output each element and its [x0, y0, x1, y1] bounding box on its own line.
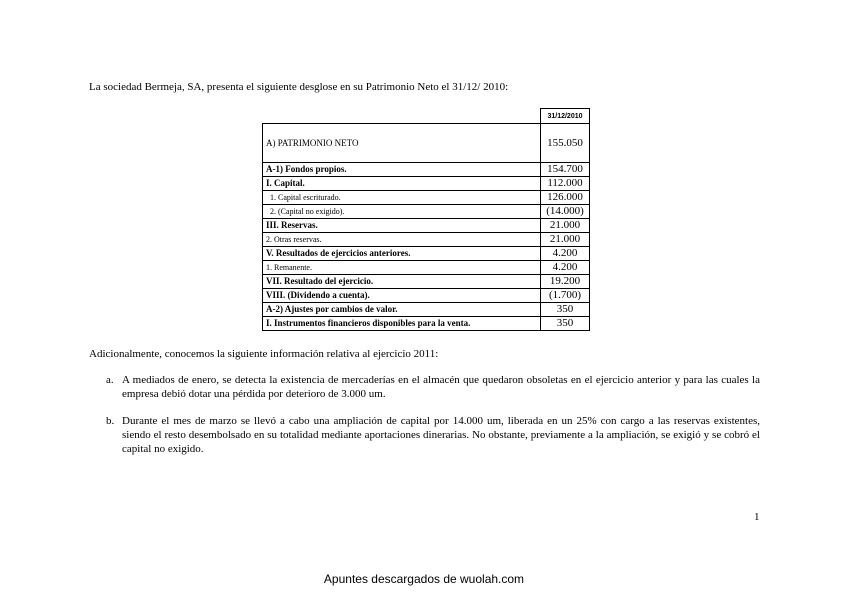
row-label: 1. Capital escriturado. — [263, 191, 541, 205]
row-value: 154.700 — [541, 163, 590, 177]
intro-paragraph: La sociedad Bermeja, SA, presenta el siguiente desglose en su Patrimonio Neto el 31/12/ 2010: — [89, 81, 509, 93]
table-row — [263, 177, 590, 191]
footer-text: Apuntes descargados de wuolah.com — [323, 572, 525, 586]
table-header-row — [263, 109, 590, 124]
list-marker: b. — [106, 415, 115, 427]
table-row — [263, 261, 590, 275]
row-label: A-1) Fondos propios. — [263, 163, 541, 177]
row-value: 19.200 — [541, 275, 590, 289]
row-label: VIII. (Dividendo a cuenta). — [263, 289, 541, 303]
row-label: I. Capital. — [263, 177, 541, 191]
row-label: A) PATRIMONIO NETO — [263, 124, 541, 163]
table-row — [263, 247, 590, 261]
list-item-text: Durante el mes de marzo se llevó a cabo una ampliación de capital por 14.000 um, liberada en un 25% con cargo a las reservas existentes, siendo el resto desembolsado en su totalidad mediante aportaciones dinerarias. No obstante, previamente a la ampliación, se exigió y se cobró el capital no exigido. — [122, 415, 760, 455]
additional-info-paragraph: Adicionalmente, conocemos la siguiente información relativa al ejercicio 2011: — [89, 348, 439, 360]
equity-table — [262, 108, 590, 331]
row-value: 21.000 — [541, 233, 590, 247]
row-value: 350 — [541, 303, 590, 317]
row-label: I. Instrumentos financieros disponibles para la venta. — [263, 317, 541, 331]
table-row — [263, 275, 590, 289]
row-label: V. Resultados de ejercicios anteriores. — [263, 247, 541, 261]
table-row — [263, 191, 590, 205]
row-value: 4.200 — [541, 261, 590, 275]
table-row — [263, 124, 590, 163]
table-row — [263, 219, 590, 233]
row-label: III. Reservas. — [263, 219, 541, 233]
table-row — [263, 205, 590, 219]
row-value: 350 — [541, 317, 590, 331]
row-label: 2. (Capital no exigido). — [263, 205, 541, 219]
table-row — [263, 317, 590, 331]
row-value: 126.000 — [541, 191, 590, 205]
date-header: 31/12/2010 — [541, 109, 590, 124]
row-label: 2. Otras reservas. — [263, 233, 541, 247]
row-value: (14.000) — [541, 205, 590, 219]
table-row — [263, 303, 590, 317]
row-label: VII. Resultado del ejercicio. — [263, 275, 541, 289]
list-item-text: A mediados de enero, se detecta la existencia de mercaderías en el almacén que quedaron obsoletas en el ejercicio anterior y para las cuales la empresa debió dotar una pérdida por deterioro de 3.000 um. — [122, 374, 760, 400]
row-value: 4.200 — [541, 247, 590, 261]
row-label: A-2) Ajustes por cambios de valor. — [263, 303, 541, 317]
list-item — [106, 373, 760, 401]
page-number: 1 — [754, 511, 760, 523]
table-row — [263, 233, 590, 247]
table-row — [263, 289, 590, 303]
row-value: 21.000 — [541, 219, 590, 233]
row-value: 155.050 — [541, 124, 590, 163]
row-value: 112.000 — [541, 177, 590, 191]
row-value: (1.700) — [541, 289, 590, 303]
list-item — [106, 414, 760, 456]
table-row — [263, 163, 590, 177]
list-marker: a. — [106, 374, 114, 386]
row-label: 1. Remanente. — [263, 261, 541, 275]
